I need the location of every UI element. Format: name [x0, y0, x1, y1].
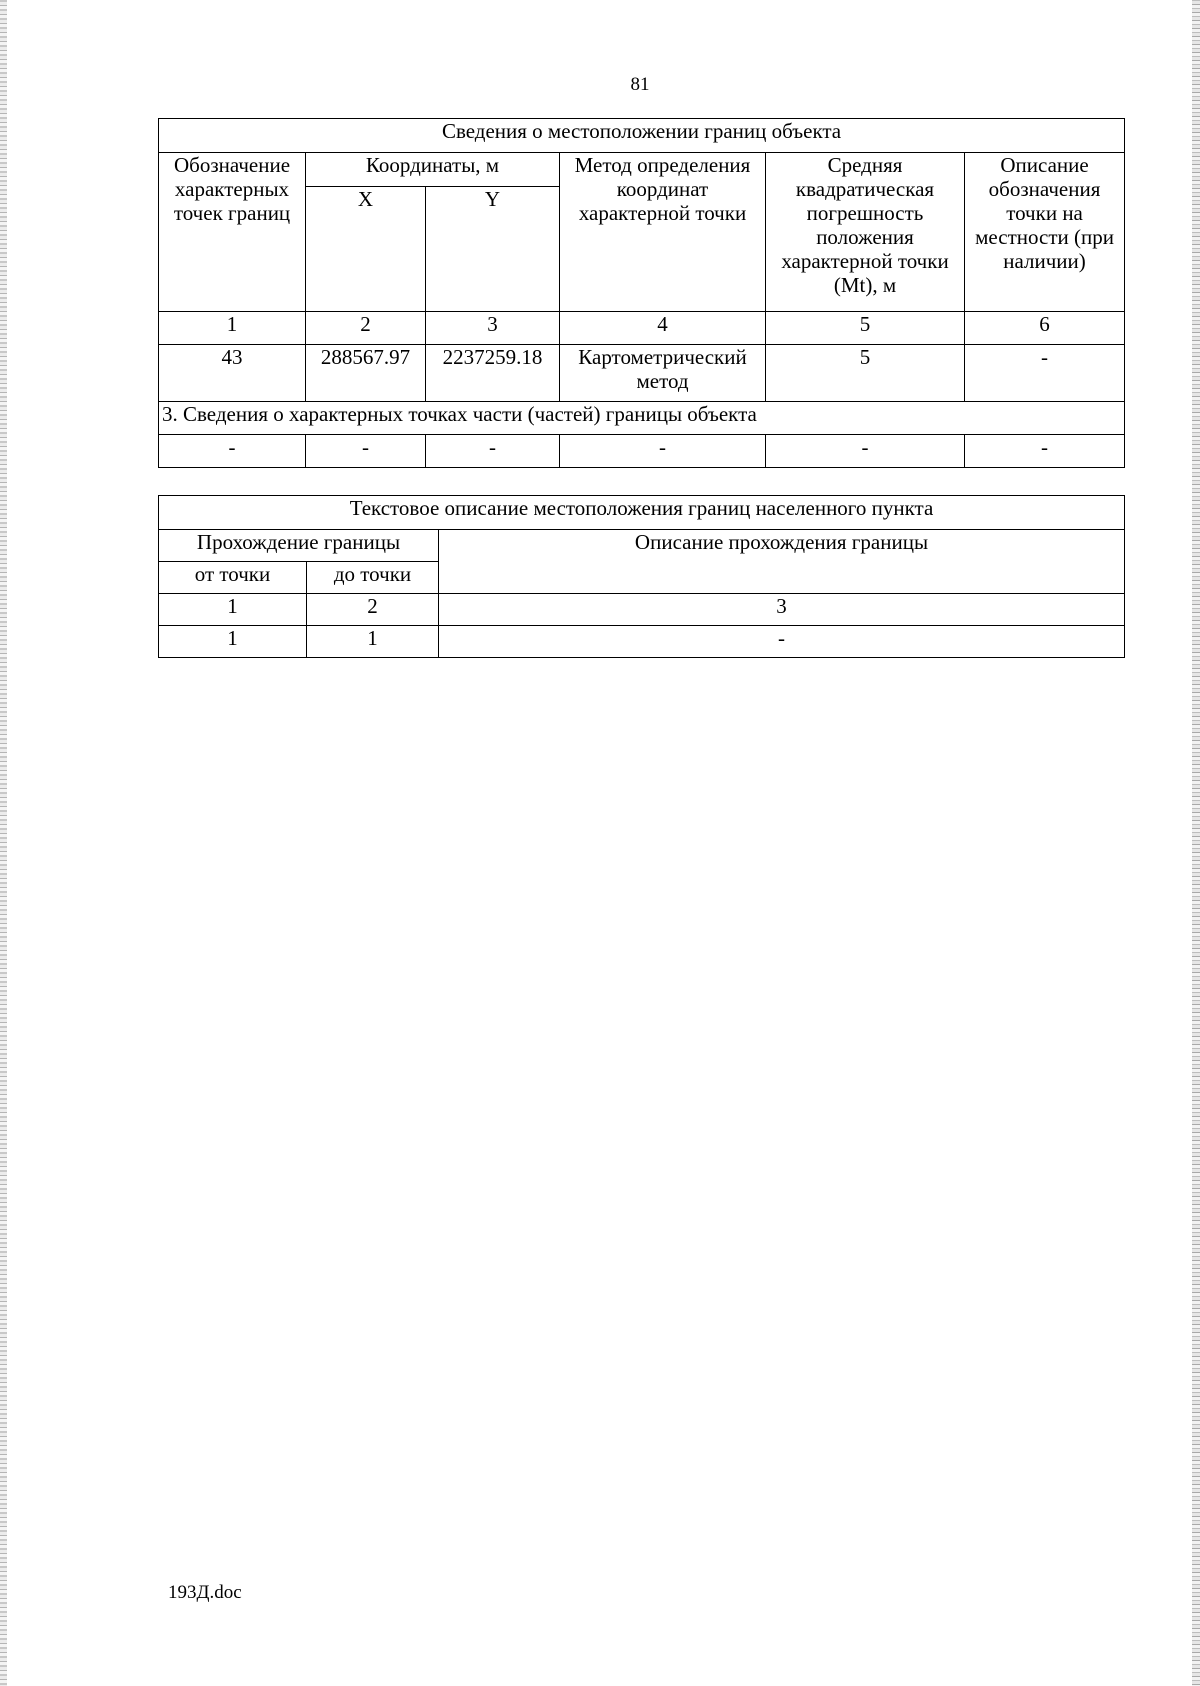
point-designation-cell: 43 [159, 345, 306, 402]
document-filename: 193Д.doc [168, 1582, 242, 1603]
col-number: 3 [439, 594, 1125, 626]
column-numbers-row [159, 594, 1125, 626]
col-number: 2 [307, 594, 439, 626]
col-number: 3 [426, 312, 560, 345]
page-number: 81 [630, 74, 650, 95]
table2-title: Текстовое описание местоположения границ населенного пункта [159, 496, 1125, 530]
table-row [159, 435, 1125, 468]
header-x: X [306, 187, 426, 312]
col-number: 5 [766, 312, 965, 345]
empty-cell: - [306, 435, 426, 468]
table-row [159, 626, 1125, 658]
from-point-cell: 1 [159, 626, 307, 658]
col-number: 6 [965, 312, 1125, 345]
empty-cell: - [560, 435, 766, 468]
empty-cell: - [766, 435, 965, 468]
method-cell: Картометрический метод [560, 345, 766, 402]
section3-title: 3. Сведения о характерных точках части (частей) границы объекта [159, 402, 1125, 435]
passage-description-cell: - [439, 626, 1125, 658]
col-number: 2 [306, 312, 426, 345]
scan-edge-right [1192, 0, 1200, 1686]
error-cell: 5 [766, 345, 965, 402]
header-designation: Обозначение характерных точек границ [159, 153, 306, 312]
description-cell: - [965, 345, 1125, 402]
header-passage: Прохождение границы [159, 530, 439, 562]
table-row [159, 345, 1125, 402]
header-error: Средняя квадратическая погрешность положения характерной точки (Mt), м [766, 153, 965, 312]
col-number: 1 [159, 312, 306, 345]
header-coordinates: Координаты, м [306, 153, 560, 187]
boundary-description-table [158, 495, 1125, 658]
table1-title: Сведения о местоположении границ объекта [159, 119, 1125, 153]
column-numbers-row [159, 312, 1125, 345]
header-passage-description: Описание прохождения границы [439, 530, 1125, 594]
header-y: Y [426, 187, 560, 312]
header-from-point: от точки [159, 562, 307, 594]
scan-edge-left [0, 0, 7, 1686]
empty-cell: - [159, 435, 306, 468]
header-method: Метод определения координат характерной точки [560, 153, 766, 312]
boundary-points-table [158, 118, 1125, 468]
header-to-point: до точки [307, 562, 439, 594]
x-coordinate-cell: 288567.97 [306, 345, 426, 402]
col-number: 1 [159, 594, 307, 626]
y-coordinate-cell: 2237259.18 [426, 345, 560, 402]
col-number: 4 [560, 312, 766, 345]
empty-cell: - [965, 435, 1125, 468]
to-point-cell: 1 [307, 626, 439, 658]
header-description: Описание обозначения точки на местности (при наличии) [965, 153, 1125, 312]
empty-cell: - [426, 435, 560, 468]
